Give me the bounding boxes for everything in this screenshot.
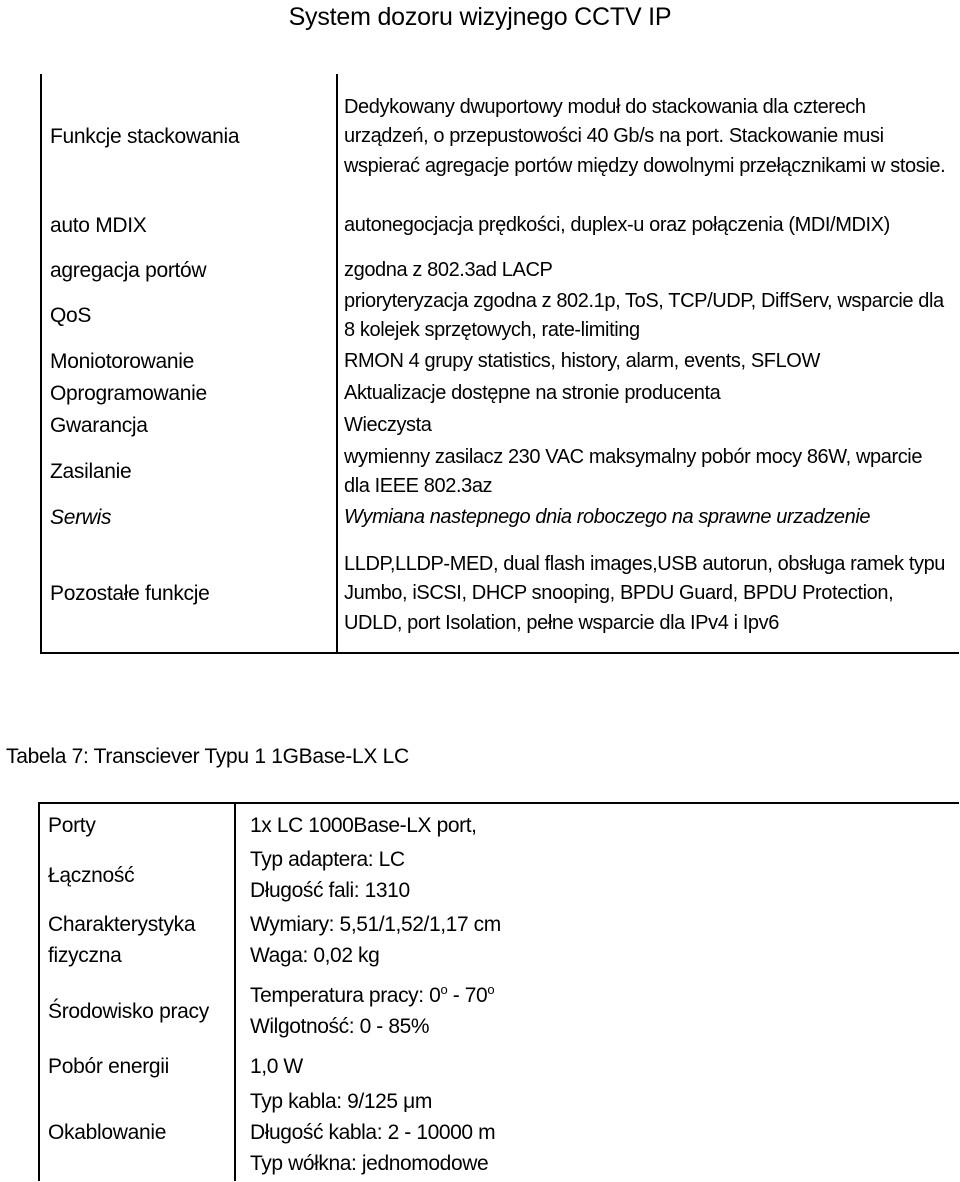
degree-symbol: o (487, 982, 495, 997)
value-line: 1x LC 1000Base-LX port, (250, 813, 477, 837)
row-label: Charakterystyka fizyczna (48, 913, 196, 967)
row-value: Wieczysta (344, 414, 432, 437)
temperature-max: - 70 (447, 984, 488, 1007)
value-line: Długość kabla: 2 - 10000 m (250, 1120, 496, 1144)
row-label: QoS (50, 304, 92, 327)
transceiver-table (38, 802, 959, 1181)
table-caption: Tabela 7: Transciever Typu 1 1GBase-LX LC (6, 745, 409, 768)
table-row (42, 410, 959, 442)
row-label: Gwarancja (50, 414, 148, 437)
value-line: Typ kabla: 9/125 μm (250, 1089, 432, 1113)
value-line: 1,0 W (250, 1054, 303, 1078)
row-label: Środowisko pracy (48, 999, 209, 1023)
table-row (42, 256, 959, 286)
table-row (40, 972, 959, 1050)
row-value: prioryteryzacja zgodna z 802.1p, ToS, TCP/UDP, DiffServ, wsparcie dla 8 kolejek sprzętowych, rate-limiting (344, 289, 944, 341)
row-label: Moniotorowanie (50, 350, 195, 373)
table-row (40, 808, 959, 842)
table-row (42, 196, 959, 256)
degree-symbol: o (440, 982, 448, 997)
temperature-prefix: Temperatura pracy: 0 (250, 984, 441, 1007)
row-label: Pobór energii (48, 1054, 170, 1078)
row-label: Funkcje stackowania (50, 125, 240, 148)
row-label: auto MDIX (50, 214, 147, 237)
value-line: Wilgotność: 0 - 85% (250, 1015, 430, 1038)
row-value (250, 808, 951, 842)
value-line: Typ wółkna: jednomodowe (250, 1151, 489, 1175)
row-label: Oprogramowanie (50, 382, 207, 405)
table-row (40, 842, 959, 908)
table-row (42, 502, 959, 534)
table-row (42, 378, 959, 410)
row-value: Aktualizacje dostępne na stronie producenta (344, 382, 721, 405)
row-label: Porty (48, 813, 96, 837)
row-value: Dedykowany dwuportowy moduł do stackowania dla czterech urządzeń, o przepustowości 40 Gb/s na port. Stackowanie musi wspierać agregacje portów między dowolnymi przełącznikami w stosie. (344, 95, 946, 177)
value-line: Waga: 0,02 kg (250, 944, 380, 967)
row-value: zgodna z 802.3ad LACP (344, 259, 553, 282)
value-line: Typ adaptera: LC (250, 848, 405, 871)
row-value (250, 1050, 951, 1082)
row-value: Wymiana nastepnego dnia roboczego na sprawne urzadzenie (344, 506, 871, 529)
page-header: System dozoru wizyjnego CCTV IP (288, 3, 672, 31)
table-row (40, 908, 959, 972)
value-line: Długość fali: 1310 (250, 879, 410, 902)
table-row (42, 286, 959, 346)
row-value (250, 908, 951, 972)
row-label: Zasilanie (50, 460, 132, 483)
table-row (42, 78, 959, 196)
table-row (42, 442, 959, 502)
row-label: Okablowanie (48, 1120, 167, 1144)
row-label: Pozostałe funkcje (50, 582, 210, 605)
table-row (40, 1082, 959, 1182)
value-line-temperature (250, 980, 951, 1011)
row-value: autonegocjacja prędkości, duplex-u oraz połączenia (MDI/MDIX) (344, 214, 890, 237)
row-value (250, 972, 951, 1050)
table-row (42, 346, 959, 378)
row-value: LLDP,LLDP-MED, dual flash images,USB autorun, obsługa ramek typu Jumbo, iSCSI, DHCP snooping, BPDU Guard, BPDU Protection, UDLD, port Isolation, pełne wsparcie dla IPv4 i Ipv6 (344, 552, 946, 634)
row-label: agregacja portów (50, 259, 207, 282)
row-value: RMON 4 grupy statistics, history, alarm, events, SFLOW (344, 350, 820, 373)
row-value (250, 842, 951, 908)
spec-table (40, 74, 959, 654)
row-value (250, 1082, 951, 1182)
table-row (42, 534, 959, 654)
table-row (40, 1050, 959, 1082)
row-label: Serwis (50, 506, 112, 529)
row-value: wymienny zasilacz 230 VAC maksymalny pobór mocy 86W, wparcie dla IEEE 802.3az (344, 445, 923, 497)
value-line: Wymiary: 5,51/1,52/1,17 cm (250, 913, 501, 936)
row-label: Łączność (48, 863, 135, 887)
